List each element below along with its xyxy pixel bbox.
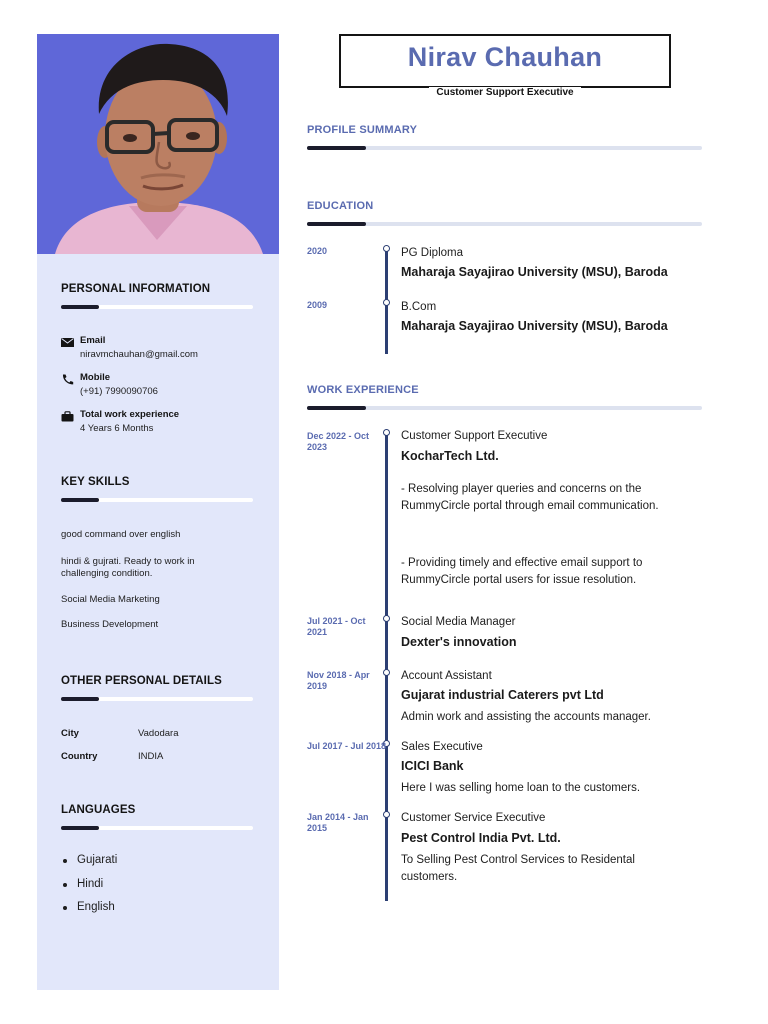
email-value: niravmchauhan@gmail.com (80, 349, 198, 360)
job-dates: Jul 2017 - Jul 2018 (307, 741, 387, 751)
detail-key: City (61, 728, 79, 739)
job-title: Customer Support Executive (429, 87, 580, 98)
other-details-divider (61, 697, 253, 701)
education-degree: PG Diploma (401, 247, 463, 259)
email-item (61, 335, 261, 360)
skill-item: hindi & gujrati. Ready to work in challenging condition. (61, 556, 195, 579)
personal-information-heading: PERSONAL INFORMATION (61, 283, 211, 295)
briefcase-icon (61, 409, 74, 420)
key-skills-section (61, 476, 253, 502)
phone-icon (61, 372, 74, 383)
job-dates: Jul 2021 - Oct 2021 (307, 616, 366, 637)
detail-key: Country (61, 751, 98, 762)
mobile-item (61, 372, 261, 397)
job-company: Gujarat industrial Caterers pvt Ltd (401, 688, 604, 702)
job-description: To Selling Pest Control Services to Residental customers. (401, 854, 635, 883)
job-title-wrap (339, 82, 671, 100)
education-year: 2009 (307, 300, 328, 310)
languages-divider (61, 826, 253, 830)
job-role: Sales Executive (401, 741, 483, 753)
job-description: Admin work and assisting the accounts manager. (401, 711, 651, 723)
profile-photo (37, 34, 279, 254)
education-institution: Maharaja Sayajirao University (MSU), Baroda (401, 319, 668, 333)
work-experience-heading: WORK EXPERIENCE (307, 384, 419, 396)
personal-information-section (61, 283, 253, 309)
languages-list (61, 849, 251, 920)
work-experience-divider (307, 406, 702, 410)
detail-value: INDIA (138, 751, 164, 762)
skill-item: Social Media Marketing (61, 594, 160, 605)
job-role: Customer Support Executive (401, 430, 548, 442)
profile-summary-heading: PROFILE SUMMARY (307, 124, 418, 136)
email-label: Email (80, 335, 106, 346)
skill-item: good command over english (61, 529, 181, 540)
name-box (339, 34, 671, 88)
email-icon (61, 335, 74, 346)
job-description: Here I was selling home loan to the customers. (401, 782, 641, 794)
language-item: Gujarati (61, 849, 251, 873)
candidate-name: Nirav Chauhan (407, 42, 603, 72)
portrait-image (37, 34, 279, 254)
key-skills-heading: KEY SKILLS (61, 476, 130, 488)
profile-summary-divider (307, 146, 702, 150)
languages-section (61, 804, 253, 830)
mobile-label: Mobile (80, 372, 111, 383)
job-dates: Dec 2022 - Oct 2023 (307, 431, 370, 452)
language-item: Hindi (61, 873, 251, 897)
education-year: 2020 (307, 246, 328, 256)
job-dates: Jan 2014 - Jan 2015 (307, 812, 369, 833)
personal-information-divider (61, 305, 253, 309)
key-skills-divider (61, 498, 253, 502)
job-company: Dexter's innovation (401, 635, 517, 649)
job-description: - Resolving player queries and concerns on the RummyCircle portal through email communication. (401, 483, 659, 512)
experience-value: 4 Years 6 Months (80, 423, 154, 434)
job-company: Pest Control India Pvt. Ltd. (401, 831, 561, 845)
experience-label: Total work experience (80, 409, 180, 420)
experience-item (61, 409, 261, 434)
education-degree: B.Com (401, 301, 437, 313)
education-institution: Maharaja Sayajirao University (MSU), Baroda (401, 265, 668, 279)
other-details-section (61, 675, 253, 701)
language-item: English (61, 896, 251, 920)
job-role: Social Media Manager (401, 616, 516, 628)
education-divider (307, 222, 702, 226)
other-details-heading: OTHER PERSONAL DETAILS (61, 675, 222, 687)
languages-heading: LANGUAGES (61, 804, 136, 816)
job-company: KocharTech Ltd. (401, 449, 499, 463)
job-role: Customer Service Executive (401, 812, 546, 824)
education-heading: EDUCATION (307, 200, 374, 212)
job-role: Account Assistant (401, 670, 492, 682)
job-dates: Nov 2018 - Apr 2019 (307, 670, 370, 691)
mobile-value: (+91) 7990090706 (80, 386, 158, 397)
job-description: - Providing timely and effective email support to RummyCircle portal users for issue resolution. (401, 557, 643, 586)
job-company: ICICI Bank (401, 759, 464, 773)
sidebar (37, 34, 279, 990)
detail-value: Vadodara (138, 728, 179, 739)
skill-item: Business Development (61, 619, 159, 630)
